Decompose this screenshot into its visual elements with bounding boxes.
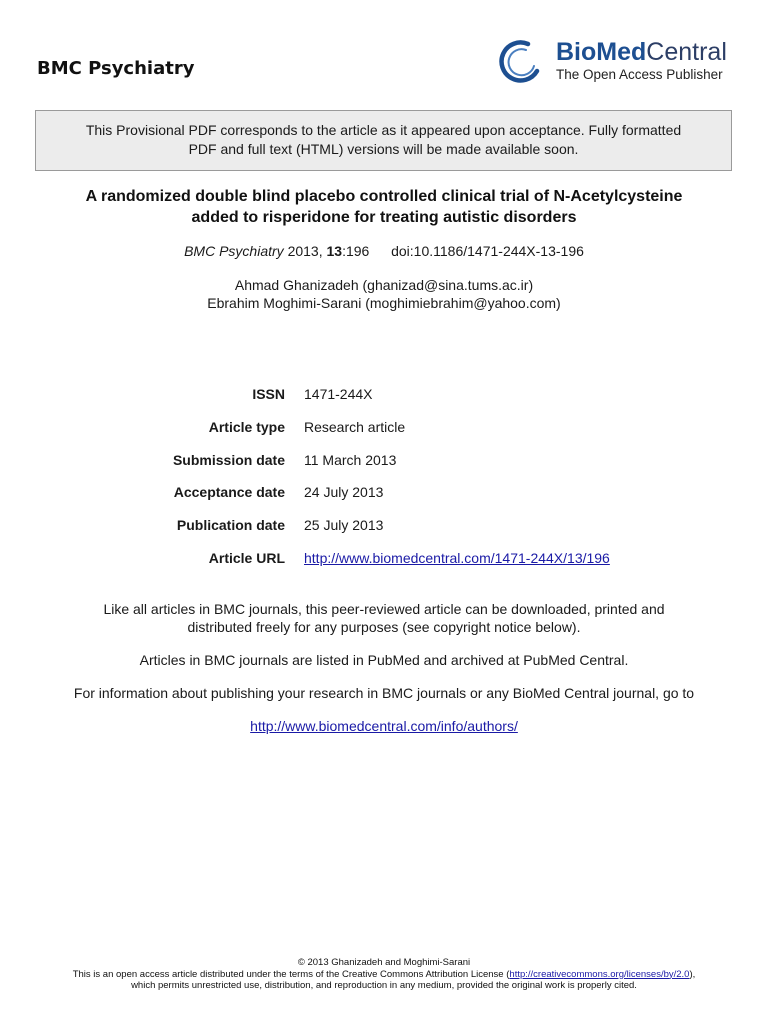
notice-line-1: This Provisional PDF corresponds to the article as it appeared upon acceptance. Fully formatted — [85, 122, 682, 138]
meta-value: 24 July 2013 — [304, 484, 384, 501]
citation — [0, 242, 768, 260]
meta-label: Submission date — [172, 451, 285, 468]
meta-value: 1471-244X — [304, 386, 373, 402]
meta-label: Article URL — [208, 549, 285, 566]
info-paragraph-1 — [0, 600, 768, 636]
article-url-link[interactable]: http://www.biomedcentral.com/1471-244X/13/196 — [304, 549, 610, 566]
copyright-line: © 2013 Ghanizadeh and Moghimi-Sarani — [297, 957, 471, 968]
info-para1-line-2: distributed freely for any purposes (see copyright notice below). — [187, 619, 581, 635]
info-paragraph-2: Articles in BMC journals are listed in PubMed and archived at PubMed Central. — [139, 652, 629, 668]
biomed-central-logo — [498, 37, 738, 87]
meta-row-issn — [0, 386, 768, 419]
biomed-central-ring-icon — [498, 38, 546, 86]
citation-article-number: :196 — [342, 243, 370, 259]
logo-brand-light: Central — [646, 38, 727, 66]
authors-info-link[interactable]: http://www.biomedcentral.com/info/authors/ — [250, 718, 518, 734]
meta-label: ISSN — [252, 386, 285, 402]
citation-doi: doi:10.1186/1471-244X-13-196 — [391, 243, 584, 259]
citation-journal: BMC Psychiatry — [184, 243, 284, 259]
title-line-1: A randomized double blind placebo controlled clinical trial of N-Acetylcysteine — [85, 188, 683, 205]
meta-label: Article type — [208, 418, 285, 435]
meta-value: Research article — [304, 418, 406, 435]
logo-brand-bold: BioMed — [556, 38, 647, 66]
citation-volume: 13 — [326, 243, 343, 259]
notice-line-2: PDF and full text (HTML) versions will be made available soon. — [188, 141, 579, 157]
meta-row-article-type — [0, 419, 768, 452]
copyright-footer — [0, 957, 768, 992]
meta-value: 25 July 2013 — [304, 517, 384, 534]
info-para1-line-1: Like all articles in BMC journals, this peer-reviewed article can be downloaded, printed and — [103, 601, 665, 617]
author-1: Ahmad Ghanizadeh (ghanizad@sina.tums.ac.ir) — [234, 277, 534, 293]
article-title — [20, 186, 748, 228]
logo-tagline: The Open Access Publisher — [556, 67, 723, 82]
meta-value: 11 March 2013 — [304, 451, 397, 468]
article-metadata — [0, 386, 768, 583]
license-link[interactable]: http://creativecommons.org/licenses/by/2.0 — [509, 968, 690, 980]
meta-row-submission-date — [0, 452, 768, 485]
info-authors-url-wrap — [0, 717, 768, 735]
journal-name: BMC Psychiatry — [37, 58, 195, 79]
license-prefix: This is an open access article distributed under the terms of the Creative Commons Attribution License ( — [72, 968, 510, 980]
license-line-2: which permits unrestricted use, distribution, and reproduction in any medium, provided the original work is properly cited. — [131, 980, 637, 991]
authors — [0, 276, 768, 312]
author-2: Ebrahim Moghimi-Sarani (moghimiebrahim@yahoo.com) — [207, 295, 561, 311]
info-paragraph-3: For information about publishing your research in BMC journals or any BioMed Central journal, go to — [73, 685, 695, 701]
license-line-1 — [0, 969, 768, 981]
meta-label: Publication date — [176, 517, 285, 534]
meta-row-publication-date — [0, 517, 768, 550]
citation-year: 2013, — [287, 243, 323, 259]
meta-row-acceptance-date — [0, 484, 768, 517]
license-suffix: ), — [689, 968, 696, 980]
meta-row-article-url — [0, 550, 768, 583]
title-line-2: added to risperidone for treating autistic disorders — [191, 209, 577, 226]
meta-label: Acceptance date — [173, 484, 285, 501]
provisional-notice-box — [35, 110, 732, 171]
